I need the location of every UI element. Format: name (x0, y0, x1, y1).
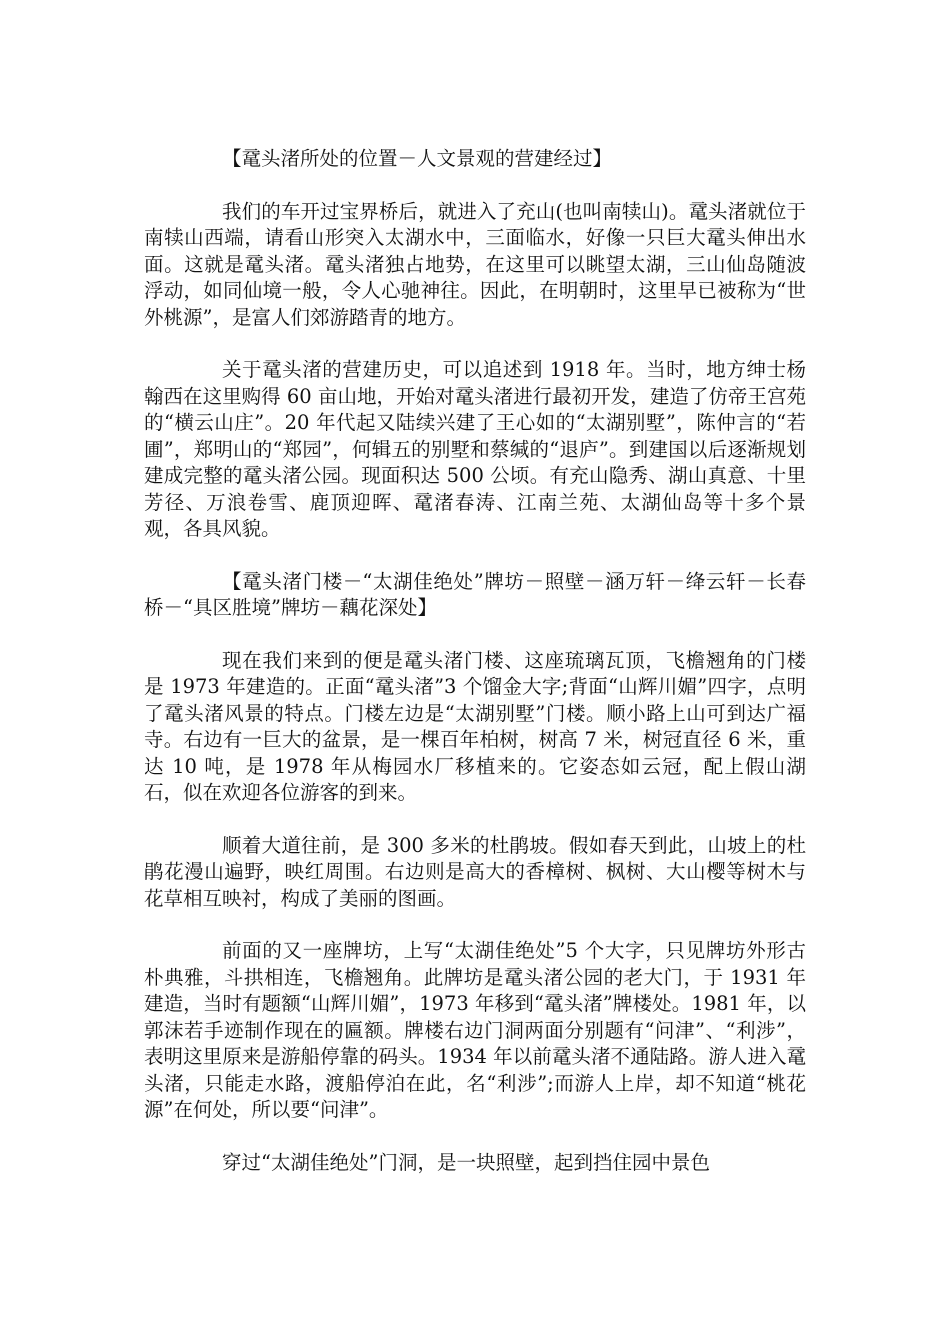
paragraph-screen-wall: 穿过“太湖佳绝处”门洞，是一块照壁，起到挡住园中景色 (222, 1150, 710, 1174)
paragraph-archway: 前面的又一座牌坊，上写“太湖佳绝处”5 个大字，只见牌坊外形古朴典雅，斗拱相连，飞檐翘角。此牌坊是鼋头渚公园的老大门，于 1931 年建造，当时有题额“山辉川媚”，1973 年移到“鼋头渚”牌楼处。1981 年，以郭沫若手迹制作现在的匾额。牌楼右边门洞两面分别题有“问津”、“利涉”，表明这里原来是游船停靠的码头。1934 年以前鼋头渚不通陆路。游人进入鼋头渚，只能走水路，渡船停泊在此，名“利涉”;而游人上岸，却不知道“桃花源”在何处，所以要“问津”。 (144, 939, 806, 1121)
paragraph-azalea-slope: 顺着大道往前，是 300 多米的杜鹃坡。假如春天到此，山坡上的杜鹃花漫山遍野，映红周围。右边则是高大的香樟树、枫树、大山樱等树木与花草相互映衬，构成了美丽的图画。 (144, 833, 806, 910)
section-heading-location: 【鼋头渚所处的位置－人文景观的营建经过】 (222, 147, 613, 170)
paragraph-history: 关于鼋头渚的营建历史，可以追述到 1918 年。当时，地方绅士杨翰西在这里购得 60 亩山地，开始对鼋头渚进行最初开发，建造了仿帝王宫苑的“横云山庄”。20 年代起又陆续兴建了王心如的“太湖别墅”，陈仲言的“若圃”，郑明山的“郑园”，何辑五的别墅和蔡缄的“退庐”。到建国以后逐渐规划建成完整的鼋头渚公园。现面积达 500 公顷。有充山隐秀、湖山真意、十里芳径、万浪卷雪、鹿顶迎晖、鼋渚春涛、江南兰苑、太湖仙岛等十多个景观，各具风貌。 (144, 358, 806, 540)
paragraph-intro: 我们的车开过宝界桥后，就进入了充山(也叫南犊山)。鼋头渚就位于南犊山西端，请看山形突入太湖水中，三面临水，好像一只巨大鼋头伸出水面。这就是鼋头渚。鼋头渚独占地势，在这里可以眺望太湖，三山仙岛随波浮动，如同仙境一般，令人心驰神往。因此，在明朝时，这里早已被称为“世外桃源”，是富人们郊游踏青的地方。 (144, 199, 806, 329)
document-body (144, 146, 806, 1176)
paragraph-gate-tower: 现在我们来到的便是鼋头渚门楼、这座琉璃瓦顶，飞檐翘角的门楼是 1973 年建造的。正面“鼋头渚”3 个馏金大字;背面“山辉川媚”四字，点明了鼋头渚风景的特点。门楼左边是“太湖别墅”门楼。顺小路上山可到达广福寺。右边有一巨大的盆景，是一棵百年柏树，树高 7 米，树冠直径 6 米，重达 10 吨，是 1978 年从梅园水厂移植来的。它姿态如云冠，配上假山湖石，似在欢迎各位游客的到来。 (144, 648, 806, 804)
section-heading-gate: 【鼋头渚门楼－“太湖佳绝处”牌坊－照壁－涵万轩－绛云轩－长春桥－“具区胜境”牌坊－藕花深处】 (144, 569, 806, 619)
